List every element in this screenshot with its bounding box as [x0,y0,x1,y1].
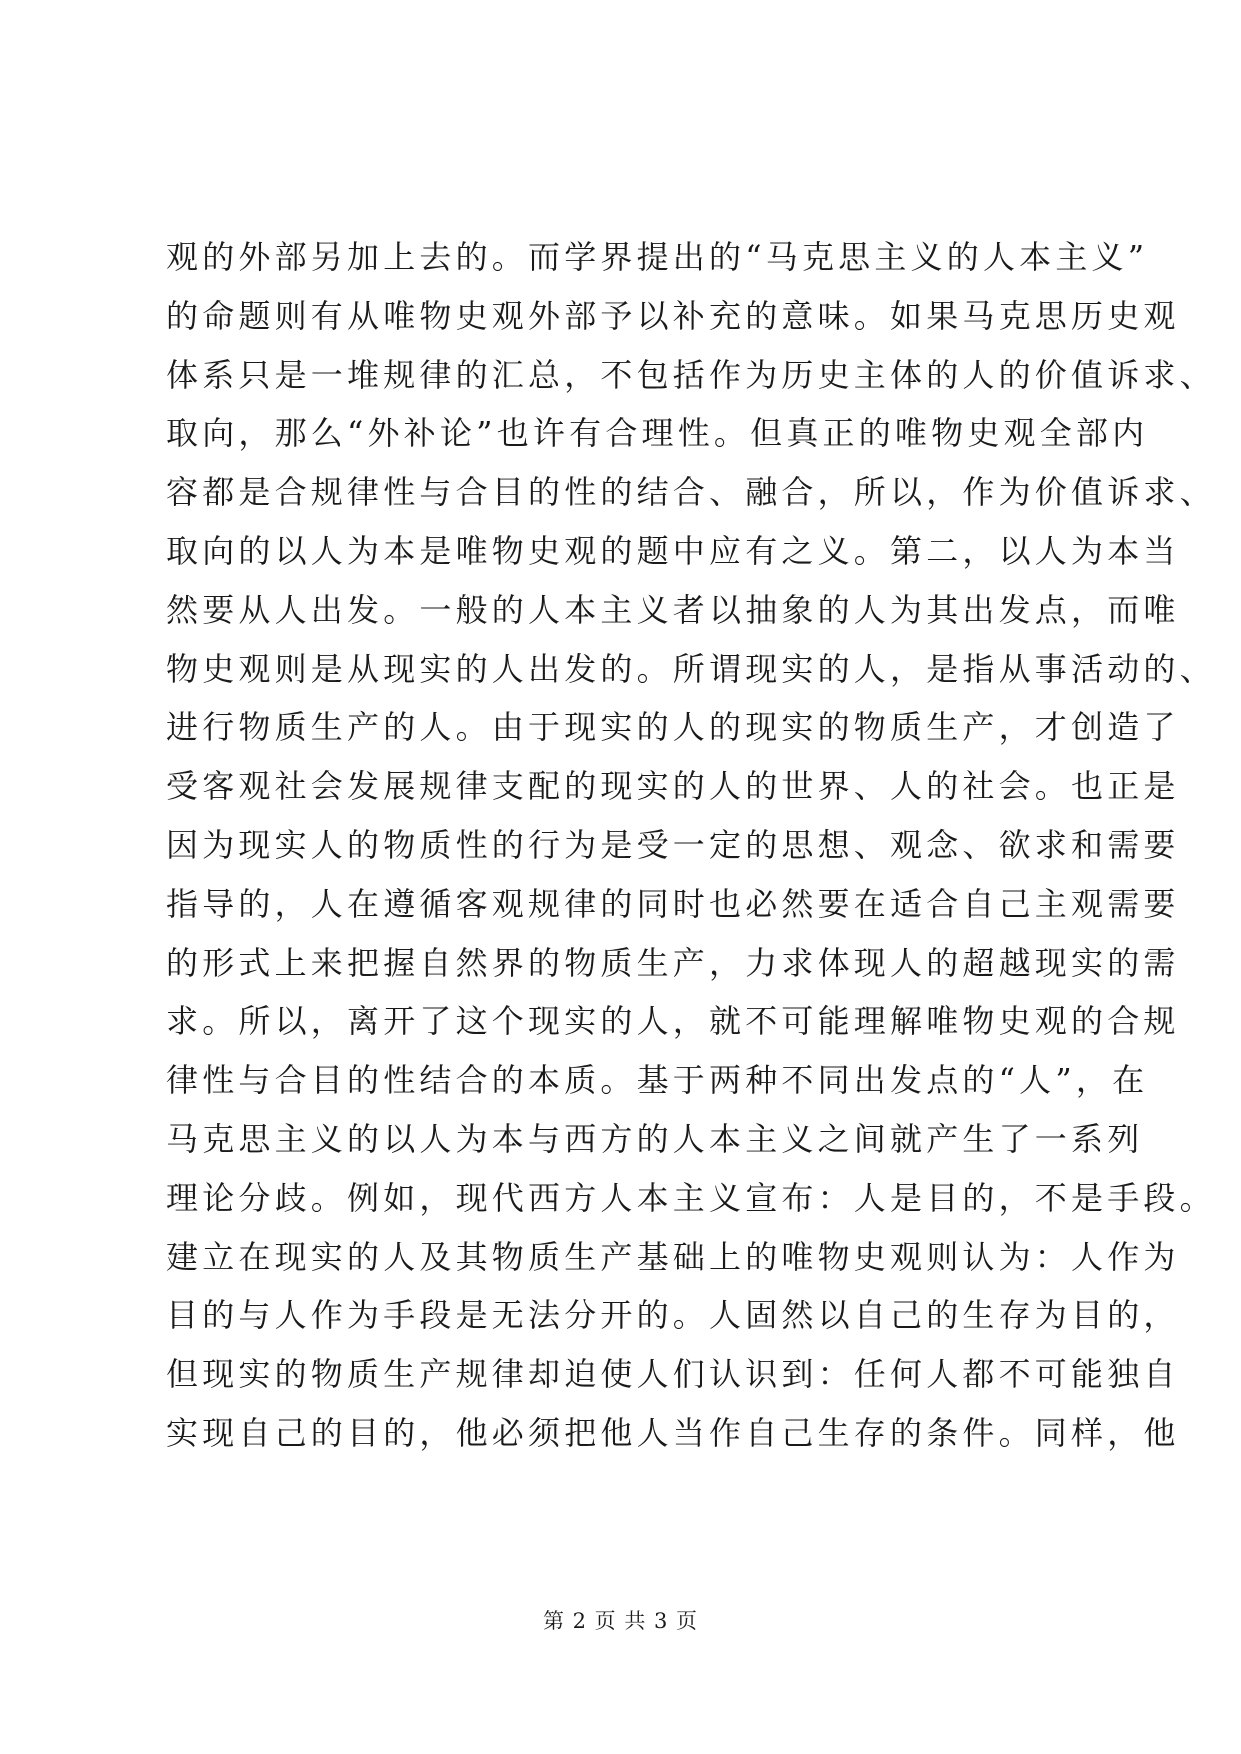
body-paragraph [166,228,1216,1463]
text-line: 律性与合目的性结合的本质。基于两种不同出发点的“人”，在 [166,1061,1149,1100]
text-line: 容都是合规律性与合目的性的结合、融合，所以，作为价值诉求、 [166,473,1216,512]
text-line: 指导的，人在遵循客观规律的同时也必然要在适合自己主观需要 [166,884,1180,923]
text-line: 但现实的物质生产规律却迫使人们认识到：任何人都不可能独自 [166,1355,1180,1394]
text-line: 取向，那么“外补论”也许有合理性。但真正的唯物史观全部内 [166,414,1149,453]
text-line: 观的外部另加上去的。而学界提出的“马克思主义的人本主义” [166,238,1149,276]
text-line: 的形式上来把握自然界的物质生产，力求体现人的超越现实的需 [166,943,1180,982]
text-line: 马克思主义的以人为本与西方的人本主义之间就产生了一系列 [166,1119,1144,1158]
text-line: 求。所以，离开了这个现实的人，就不可能理解唯物史观的合规 [166,1002,1180,1041]
text-line: 建立在现实的人及其物质生产基础上的唯物史观则认为：人作为 [166,1237,1180,1276]
page-footer [0,1607,1241,1635]
text-line: 理论分歧。例如，现代西方人本主义宣布：人是目的，不是手段。 [166,1178,1216,1217]
text-line: 然要从人出发。一般的人本主义者以抽象的人为其出发点，而唯 [166,590,1180,629]
text-line: 物史观则是从现实的人出发的。所谓现实的人，是指从事活动的、 [166,649,1216,688]
text-line: 受客观社会发展规律支配的现实的人的世界、人的社会。也正是 [166,767,1180,806]
text-line: 进行物质生产的人。由于现实的人的现实的物质生产，才创造了 [166,708,1180,747]
text-line: 体系只是一堆规律的汇总，不包括作为历史主体的人的价值诉求、 [166,355,1216,394]
text-line: 取向的以人为本是唯物史观的题中应有之义。第二，以人为本当 [166,531,1180,570]
text-line: 的命题则有从唯物史观外部予以补充的意味。如果马克思历史观 [166,296,1180,335]
text-line: 目的与人作为手段是无法分开的。人固然以自己的生存为目的， [166,1296,1180,1335]
text-line: 因为现实人的物质性的行为是受一定的思想、观念、欲求和需要 [166,825,1180,864]
page-number-label: 第 2 页 共 3 页 [542,1609,699,1633]
text-line: 实现自己的目的，他必须把他人当作自己生存的条件。同样，他 [166,1413,1180,1452]
